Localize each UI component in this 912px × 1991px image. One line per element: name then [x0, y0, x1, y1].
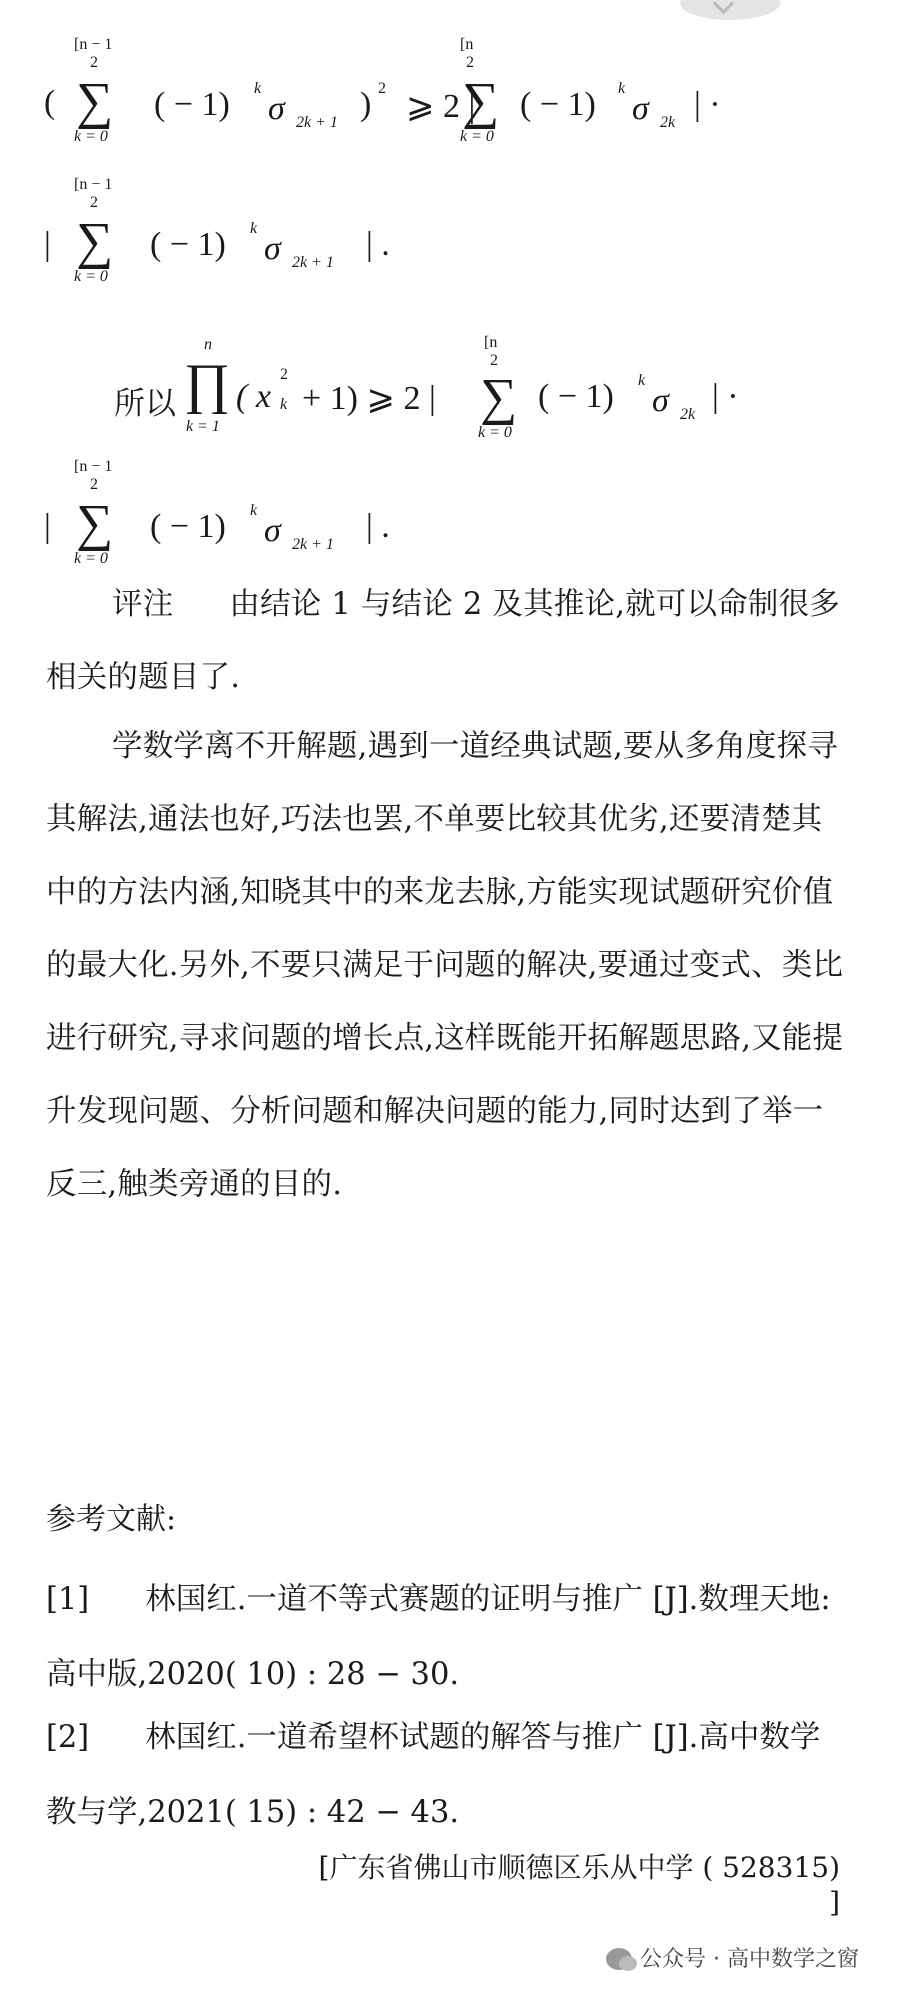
remark-label: 评注 — [112, 587, 174, 622]
wechat-icon — [606, 1948, 632, 1970]
remark-text: 由结论 1 与结论 2 及其推论,就可以命制很多相关的题目了. — [46, 587, 840, 695]
reference-text: 林国红.一道希望杯试题的解答与推广 [J].高中数学教与学,2021( 15) : 42 − 43. — [46, 1720, 821, 1830]
reference-number: [1] — [46, 1582, 90, 1617]
formula-line-2: | [n − 1 2 ∑ k = 0 ( − 1) k σ 2k + 1 | . — [44, 176, 390, 285]
summation-symbol: ∑ — [76, 213, 114, 270]
product-symbol: ∏ — [184, 353, 231, 415]
reference-item — [46, 1700, 846, 1850]
footer-text: 公众号 · 高中数学之窗 — [640, 1947, 859, 1972]
references-title: 参考文献: — [46, 1502, 177, 1537]
summation-symbol: ∑ — [76, 495, 114, 552]
formula-line-4: | [n − 1 2 ∑ k = 0 ( − 1) k σ 2k + 1 | . — [44, 458, 390, 567]
author-affiliation: [广东省佛山市顺德区乐从中学 ( 528315) ] — [318, 1851, 840, 1919]
formula-line-3: 所以 n ∏ k = 1 ( x 2 k + 1) ⩾ 2 | [n 2 ∑ k = 0 ( − 1) k σ 2k | · — [114, 334, 739, 441]
reference-number: [2] — [46, 1720, 90, 1755]
reference-item — [46, 1562, 846, 1712]
reference-text: 林国红.一道不等式赛题的证明与推广 [J].数理天地: 高中版,2020( 10) : 28 − 30. — [46, 1582, 831, 1692]
summation-symbol: ∑ — [76, 73, 114, 130]
conclusion-paragraph: 学数学离不开解题,遇到一道经典试题,要从多角度探寻其解法,通法也好,巧法也罢,不单要比较其优劣,还要清楚其中的方法内涵,知晓其中的来龙去脉,方能实现试题研究价值的最大化.另外,不要只满足于问题的解决,要通过变式、类比进行研究,寻求问题的增长点,这样既能开拓解题思路,又能提升发现问题、分析问题和解决问题的能力,同时达到了举一反三,触类旁通的目的. — [46, 729, 844, 1202]
formula-line-1: ( [n − 1 2 ∑ k = 0 ( − 1) k σ 2k + 1 ) 2 ⩾ 2 | [n 2 ∑ k = 0 ( − 1) k σ 2k | · — [44, 36, 721, 145]
footer-watermark — [606, 1942, 859, 1973]
summation-symbol: ∑ — [480, 369, 518, 426]
remark-paragraph — [46, 568, 846, 714]
summation-symbol: ∑ — [462, 73, 500, 130]
